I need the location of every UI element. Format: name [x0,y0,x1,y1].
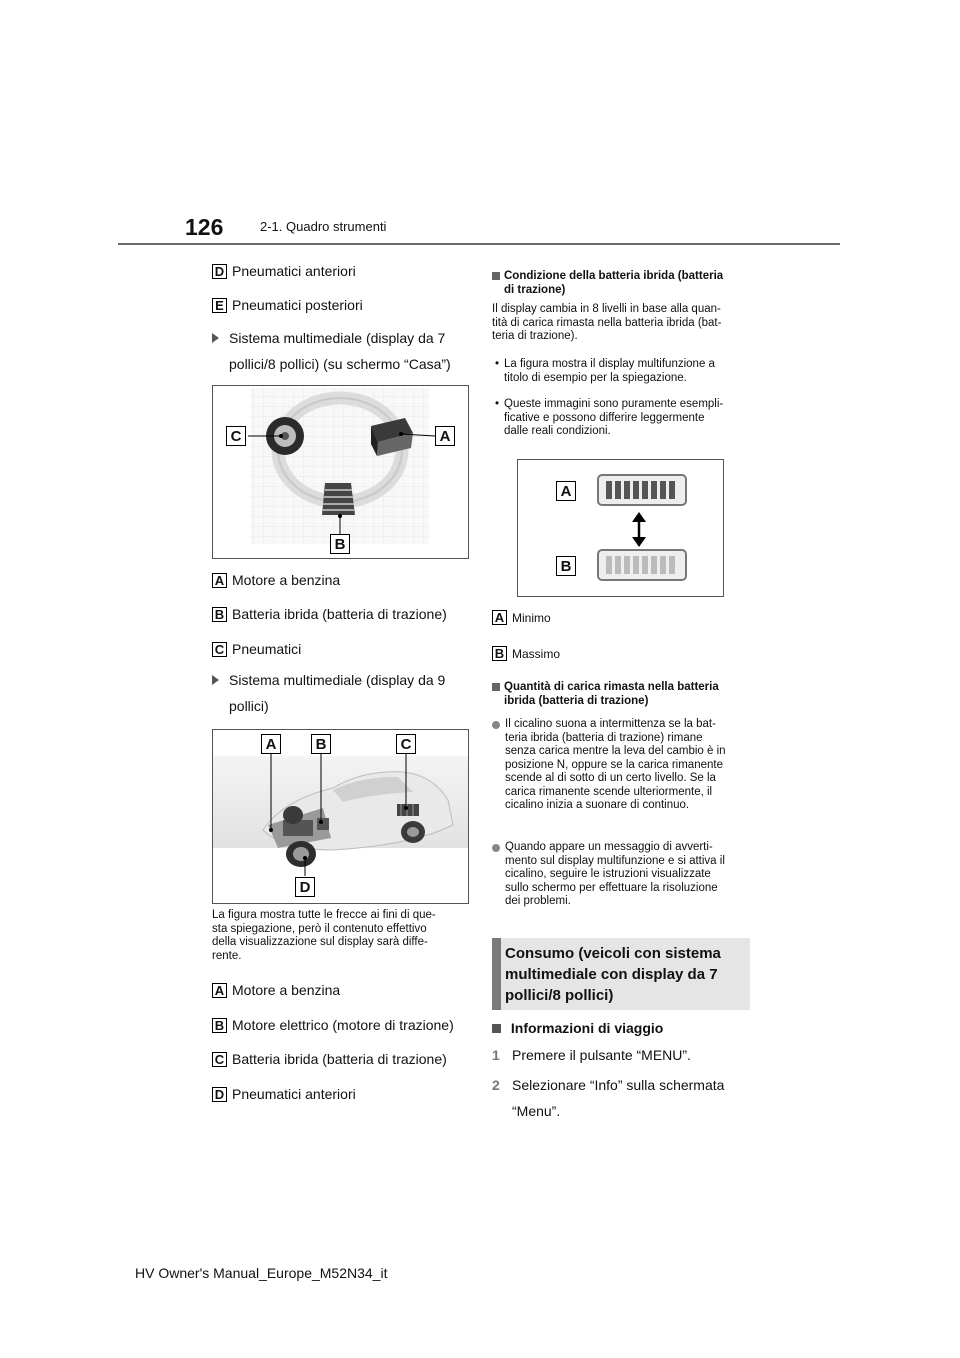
bullet-line: titolo di esempio per la spiegazione. [504,371,687,384]
section-title: 2-1. Quadro strumenti [260,219,387,234]
label-text: Motore elettrico (motore di trazione) [232,1017,454,1033]
step-number: 2 [492,1077,500,1093]
label-row-minimo [492,610,551,625]
letter-box: E [212,298,227,313]
letter-box: B [492,646,507,661]
heading-battery-condition [492,269,752,297]
heading-line: Quantità di carica rimasta nella batteria [504,681,719,693]
callout-b: B [330,534,350,554]
dot-line: cicalino inizia a suonare di continuo. [505,799,690,811]
label-text: Motore a benzina [232,572,341,588]
arrow-item-line: Sistema multimediale (display da 7 [229,330,446,346]
letter-box: D [212,1087,227,1102]
body-line: tità di carica rimasta nella batteria ibrida (bat- [492,316,722,329]
label-text: Motore a benzina [232,982,341,998]
battery-bullet-2 [492,398,754,439]
dot-line: Quando appare un messaggio di avverti- [505,841,713,853]
callout-a: A [261,734,281,754]
letter-box: D [212,264,227,279]
dot-line: senza carica mentre la leva del cambio è in [505,745,726,757]
body-line: teria di trazione). [492,330,578,342]
letter-box: A [212,573,227,588]
battery-bullet-1 [492,358,754,385]
step-line: “Menu”. [512,1103,561,1119]
letter-box: B [212,1018,227,1033]
heading-line: di trazione) [504,284,566,296]
label-text: Pneumatici anteriori [232,263,356,279]
consumption-title-box [492,938,750,1010]
letter-box: A [212,983,227,998]
dot-line: scende al di sotto di un certo livello. Se la [505,772,716,784]
note-line: rente. [212,949,242,962]
note-line: della visualizzazione sul display sarà diffe- [212,936,428,948]
callout-b: B [311,734,331,754]
dot-line: posizione N, oppure se la carica rimanente [505,758,723,771]
label-row-b [212,606,447,622]
figure-note [212,909,472,963]
label-text: Pneumatici [232,641,302,657]
bullet-line: La figura mostra il display multifunzione a [504,358,715,370]
charge-dot-1 [492,718,754,813]
letter-box: B [212,607,227,622]
battery-body [492,303,754,344]
step-1 [492,1042,754,1068]
step-2 [492,1072,754,1124]
dot-line: Il cicalino suona a intermittenza se la bat- [505,718,716,730]
dot-line: dei problemi. [505,895,571,907]
dot-line: mento sul display multifunzione e si attiva il [505,854,725,867]
bullet-dot-icon: • [495,398,500,410]
label-text: Batteria ibrida (batteria di trazione) [232,1051,447,1067]
arrow-item-line: pollici/8 pollici) (su schermo “Casa”) [229,356,451,372]
arrow-item-display-9 [212,667,472,719]
title-accent-bar [492,938,501,1010]
callout-d: D [295,877,315,897]
circle-bullet-icon [492,844,500,852]
label-text: Batteria ibrida (batteria di trazione) [232,606,447,622]
body-line: Il display cambia in 8 livelli in base alla quan- [492,303,721,315]
title-line: pollici/8 pollici) [505,987,614,1004]
energy-monitor-illustration [213,386,468,558]
arrow-bullet-icon [212,675,219,685]
label-row-d [212,1086,356,1102]
arrow-item-line: Sistema multimediale (display da 9 [229,672,446,688]
header-rule [118,243,840,245]
label-row-a [212,982,340,998]
title-line: Consumo (veicoli con sistema [505,945,721,962]
square-bullet-icon [492,1024,501,1033]
callout-b: B [556,556,576,576]
step-number: 1 [492,1047,500,1063]
dot-line: sullo schermo per effettuare la risoluzione [505,881,718,894]
letter-box: C [212,1052,227,1067]
label-row-b [212,1017,454,1033]
figure-battery-levels [517,459,724,597]
arrow-item-line: pollici) [229,698,269,714]
label-row-d [212,263,356,279]
battery-level-illustration [518,460,723,596]
label-row-c [212,641,301,657]
arrow-bullet-icon [212,333,219,343]
label-row-massimo [492,646,560,661]
subheading-text: Informazioni di viaggio [510,1020,664,1036]
callout-a: A [556,481,576,501]
bullet-dot-icon: • [495,358,500,370]
consumption-title [505,943,745,1006]
square-bullet-icon [492,272,500,280]
label-text: Minimo [512,610,551,625]
page-number: 126 [185,214,224,240]
note-line: sta spiegazione, però il contenuto effettivo [212,922,427,935]
dot-line: cicalino, seguire le istruzioni visualizzate [505,868,711,880]
label-row-c [212,1051,447,1067]
circle-bullet-icon [492,721,500,729]
vehicle-illustration [213,730,468,903]
label-row-a [212,572,340,588]
heading-line: Condizione della batteria ibrida (batteria [504,270,724,282]
heading-charge-remaining [492,680,752,708]
footer-text: HV Owner's Manual_Europe_M52N34_it [135,1265,388,1281]
step-line: Selezionare “Info” sulla schermata [512,1077,725,1093]
bullet-line: dalle reali condizioni. [504,425,611,437]
label-text: Pneumatici posteriori [232,297,363,313]
heading-line: ibrida (batteria di trazione) [504,695,649,707]
figure-energy-monitor-9 [212,729,469,904]
letter-box: A [492,610,507,625]
dot-line: carica rimanente scende ulteriormente, il [505,785,713,798]
title-line: multimediale con display da 7 [505,966,718,983]
bullet-line: ficative e possono differire leggermente [504,411,705,424]
callout-a: A [435,426,455,446]
letter-box: C [212,642,227,657]
note-line: La figura mostra tutte le frecce ai fini di que- [212,909,436,921]
subheading-trip-info [492,1020,663,1036]
label-text: Massimo [512,646,561,661]
callout-c: C [396,734,416,754]
charge-dot-2 [492,841,754,909]
dot-line: teria ibrida (batteria di trazione) rimane [505,731,703,744]
label-text: Pneumatici anteriori [232,1086,356,1102]
arrow-item-display-7 [212,325,472,377]
figure-energy-monitor-7 [212,385,469,559]
bullet-line: Queste immagini sono puramente esempli- [504,398,724,410]
square-bullet-icon [492,683,500,691]
label-row-e [212,297,363,313]
callout-c: C [226,426,246,446]
step-line: Premere il pulsante “MENU”. [512,1047,691,1063]
